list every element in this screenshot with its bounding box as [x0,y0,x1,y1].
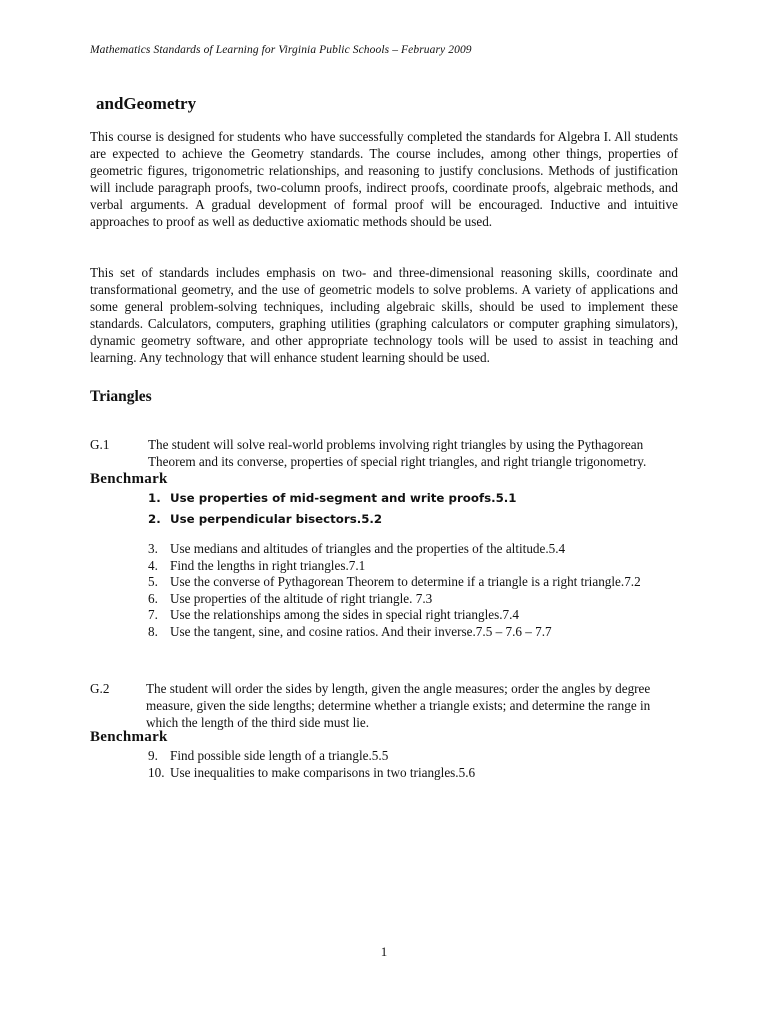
benchmark-item [148,747,475,764]
benchmark-item-number: 10. [148,765,165,780]
benchmark-item-text: Use perpendicular bisectors.5.2 [170,512,383,526]
benchmark-item-text: Use the converse of Pythagorean Theorem to determine if a triangle is a right triangle.7.2 [170,574,641,589]
standard-text-g1: The student will solve real-world problems involving right triangles by using the Pythagorean Theorem and its converse, properties of special right triangles, and right triangle trigonometry. [148,437,647,469]
benchmark-item [148,558,641,575]
standard-code-g2: G.2 [90,681,110,696]
benchmark-item [148,607,641,624]
standard-text-g2: The student will order the sides by length, given the angle measures; order the angles by degree measure, given the side lengths; determine whether a triangle exists; and determine the range in which the length of the third side must lie. [146,681,651,730]
benchmark-item-number: 2. [148,512,161,526]
benchmark-item-number: 6. [148,590,158,606]
intro-paragraph-1: This course is designed for students who have successfully completed the standards for Algebra I. All students are expected to achieve the Geometry standards. The course includes, among other things, properties of geometric figures, trigonometric relationships, and reasoning to justify conclusions. Methods of justification will include paragraph proofs, two-column proofs, indirect proofs, coordinate proofs, algebraic methods, and verbal arguments. A gradual development of formal proof will be encouraged. Inductive and intuitive approaches to proof as well as deductive axiomatic methods should be used. [90,129,678,229]
benchmark-item-text: Find possible side length of a triangle.5.5 [170,748,389,763]
benchmark-item-text: Use properties of the altitude of right triangle. 7.3 [170,590,433,606]
document-title: andGeometry [96,94,197,113]
benchmark-item [148,624,641,641]
benchmark-item [148,489,517,510]
benchmark-item-text: Find the lengths in right triangles.7.1 [170,557,366,573]
benchmark-list-g1 [148,541,641,640]
benchmark-item [148,591,641,608]
benchmark-item-text: Use the relationships among the sides in special right triangles.7.4 [170,607,520,622]
standard-code-g1: G.1 [90,437,110,452]
benchmark-item-text: Use medians and altitudes of triangles and the properties of the altitude.5.4 [170,541,566,556]
benchmark-item-number: 3. [148,541,158,556]
benchmark-item [148,574,641,591]
running-header: Mathematics Standards of Learning for Virginia Public Schools – February 2009 [90,44,472,56]
benchmark-item-text: Use the tangent, sine, and cosine ratios. And their inverse.7.5 – 7.6 – 7.7 [170,623,552,639]
benchmark-item-number: 4. [148,557,158,573]
benchmark-item [148,510,517,531]
benchmark-item-text: Use inequalities to make comparisons in two triangles.5.6 [170,765,476,780]
benchmark-item [148,541,641,558]
benchmark-item-number: 7. [148,607,158,622]
benchmark-list-g1-bold [148,489,517,531]
benchmark-heading-g2: Benchmark [90,729,168,745]
benchmark-item-number: 9. [148,748,158,763]
benchmark-list-g2 [148,747,475,781]
benchmark-item [148,764,475,781]
benchmark-item-text: Use properties of mid-segment and write proofs.5.1 [170,491,517,505]
benchmark-heading-g1: Benchmark [90,471,168,487]
section-title-triangles: Triangles [90,388,152,405]
benchmark-item-number: 5. [148,574,158,589]
benchmark-item-number: 1. [148,491,161,505]
benchmark-item-number: 8. [148,623,158,639]
intro-paragraph-2: This set of standards includes emphasis on two- and three-dimensional reasoning skills, coordinate and transformational geometry, and the use of geometric models to solve problems. A variety of applications and some general problem-solving techniques, including algebraic skills, should be used to implement these standards. Calculators, computers, graphing utilities (graphing calculators or computer graphing simulators), dynamic geometry software, and other appropriate technology tools will be used to assist in teaching and learning. Any technology that will enhance student learning should be used. [90,265,678,365]
page-number: 1 [380,944,388,959]
